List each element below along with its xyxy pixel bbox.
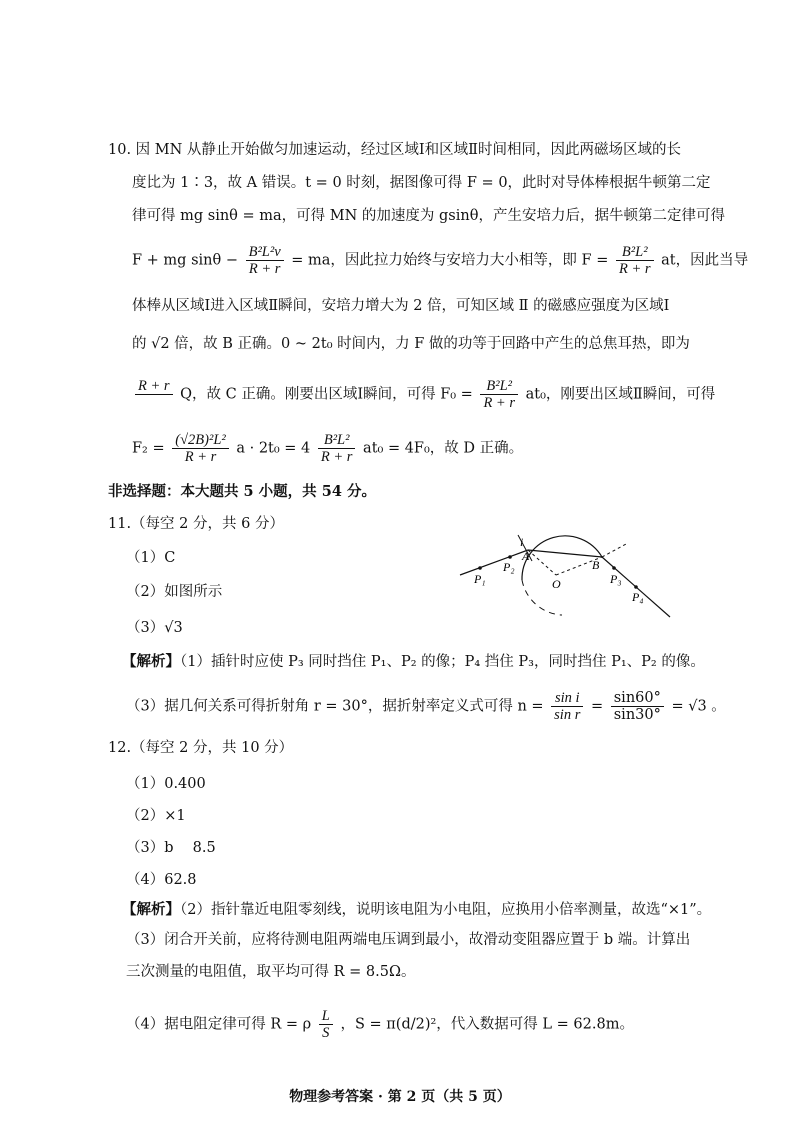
q10-line-6: 的 √2 倍，故 B 正确。0 ~ 2t₀ 时间内，力 F 做的功等于回路中产生的总焦耳热，即为 — [132, 336, 690, 352]
analysis-text: = √3 。 — [671, 698, 726, 715]
fraction-numerator: L — [319, 1008, 333, 1025]
q12-analysis-3: 三次测量的电阻值，取平均可得 R = 8.5Ω。 — [126, 964, 416, 980]
q10-line-2: 度比为 1∶3，故 A 错误。t = 0 时刻，据图像可得 F = 0，此时对导体棒根据牛顿第二定 — [132, 175, 711, 191]
equals-sign: = — [590, 698, 604, 715]
q12-analysis-4 — [126, 1008, 634, 1041]
fraction-denominator: R + r — [618, 261, 651, 277]
fraction-denominator: R + r — [483, 395, 515, 411]
refraction-diagram — [452, 525, 677, 625]
q12-analysis-2: （3）闭合开关前，应将待测电阻两端电压调到最小，故滑动变阻器应置于 b 端。计算出 — [126, 932, 691, 948]
label-i: i — [520, 535, 524, 549]
fraction-root2b — [172, 432, 228, 465]
fraction-b2l2 — [480, 378, 518, 411]
q10-l4-text-b: = ma，因此拉力始终与安培力大小相等，即 F = — [291, 252, 609, 269]
incident-ray — [460, 550, 528, 575]
fraction-l-over-s — [319, 1008, 333, 1041]
normal-line-a — [528, 550, 556, 575]
q10-line-8 — [132, 432, 523, 465]
q10-l8-text-c: at₀ = 4F₀，故 D 正确。 — [363, 440, 524, 457]
q10-line-1: 10. 因 MN 从静止开始做匀加速运动，经过区域Ⅰ和区域Ⅱ时间相同，因此两磁场区域的长 — [108, 142, 682, 158]
analysis-text: （4）据电阻定律可得 R = ρ — [126, 1016, 312, 1033]
analysis-text: （1）插针时应使 P₃ 同时挡住 P₁、P₂ 的像；P₄ 挡住 P₃，同时挡住 P₁、P₂ 的像。 — [180, 654, 705, 670]
q10-l7-text-b: at₀，刚要出区域Ⅱ瞬间，可得 — [525, 386, 716, 403]
q11-answer-1: （1）C — [126, 550, 176, 566]
q10-l4-text-a: F + mg sinθ − — [132, 252, 238, 269]
analysis-tag: 【解析】 — [122, 653, 180, 670]
q12-header: 12.（每空 2 分，共 10 分） — [108, 740, 294, 756]
half-circle-arc — [522, 536, 602, 580]
section-title: 非选择题：本大题共 5 小题，共 54 分。 — [108, 483, 376, 500]
analysis-text: （2）指针靠近电阻零刻线，说明该电阻为小电阻，应换用小倍率测量，故选“×1”。 — [180, 902, 712, 918]
q12-answer-2: （2）×1 — [126, 808, 186, 824]
q10-l8-text-b: a · 2t₀ = 4 — [236, 440, 311, 457]
q10-line-7 — [132, 378, 715, 411]
fraction-numerator: (√2B)²L² — [172, 432, 228, 449]
fraction-denominator: R + r — [248, 261, 281, 277]
label-a: A — [522, 549, 530, 563]
refracted-ray — [528, 550, 602, 557]
q11-header: 11.（每空 2 分，共 6 分） — [108, 516, 284, 532]
analysis-text: （3）据几何关系可得折射角 r = 30°，据折射率定义式可得 n = — [126, 698, 544, 715]
q11-answer-3: （3）√3 — [126, 620, 183, 636]
pin-p3 — [612, 566, 616, 570]
q12-analysis-1 — [122, 900, 711, 920]
fraction-denominator: S — [322, 1025, 330, 1041]
label-p2: P₂ — [503, 560, 515, 574]
pin-p1 — [478, 566, 482, 570]
label-o: O — [552, 577, 561, 591]
fraction-denominator: sin r — [554, 707, 581, 723]
q12-answer-4: （4）62.8 — [126, 872, 197, 888]
q11-analysis-1 — [122, 652, 705, 672]
fraction-b2l2 — [318, 432, 356, 465]
q10-line-4 — [132, 244, 748, 277]
q10-line-3: 律可得 mg sinθ = ma，可得 MN 的加速度为 gsinθ，产生安培力后，据牛顿第二定律可得 — [132, 208, 725, 224]
q10-line-5: 体棒从区域Ⅰ进入区域Ⅱ瞬间，安培力增大为 2 倍，可知区域 Ⅱ 的磁感应强度为区域Ⅰ — [132, 298, 670, 314]
fraction-b2l2 — [616, 244, 654, 277]
fraction-numerator: B²L² — [318, 432, 356, 449]
q10-l4-text-c: at，因此当导 — [661, 252, 749, 269]
pin-p2 — [508, 555, 512, 559]
fraction-b2l2v — [246, 244, 284, 277]
q12-answer-3: （3）b 8.5 — [126, 840, 216, 856]
q11-analysis-2 — [126, 690, 726, 723]
fraction-sin60-sin30 — [611, 690, 664, 723]
q12-answer-1: （1）0.400 — [126, 776, 206, 792]
q11-answer-2: （2）如图所示 — [126, 584, 223, 600]
q10-l7-text-a: Q，故 C 正确。刚要出区域Ⅰ瞬间，可得 F₀ = — [180, 386, 473, 403]
fraction-numerator: B²L²v — [246, 244, 284, 261]
fraction-r-plus-r — [135, 378, 173, 411]
page-footer: 物理参考答案 · 第 2 页（共 5 页） — [289, 1089, 511, 1105]
fraction-denominator: R + r — [320, 449, 353, 465]
fraction-numerator: sin i — [551, 690, 583, 707]
analysis-tag: 【解析】 — [122, 901, 180, 918]
label-b: B — [592, 558, 600, 572]
fraction-sin-i-sin-r — [551, 690, 583, 723]
fraction-numerator: R + r — [135, 378, 173, 395]
q10-l8-text-a: F₂ = — [132, 440, 165, 457]
dashed-extension — [602, 543, 628, 557]
fraction-denominator: sin30° — [613, 707, 661, 723]
fraction-denominator — [135, 395, 173, 411]
label-p4: P₄ — [632, 590, 644, 604]
label-p3: P₃ — [610, 572, 622, 586]
fraction-numerator: B²L² — [480, 378, 518, 395]
fraction-numerator: B²L² — [616, 244, 654, 261]
fraction-numerator: sin60° — [611, 690, 664, 707]
analysis-text: ，S = π(d/2)²，代入数据可得 L = 62.8m。 — [340, 1016, 634, 1033]
label-p1: P₁ — [474, 572, 486, 586]
fraction-denominator: R + r — [184, 449, 217, 465]
pin-p4 — [634, 585, 638, 589]
